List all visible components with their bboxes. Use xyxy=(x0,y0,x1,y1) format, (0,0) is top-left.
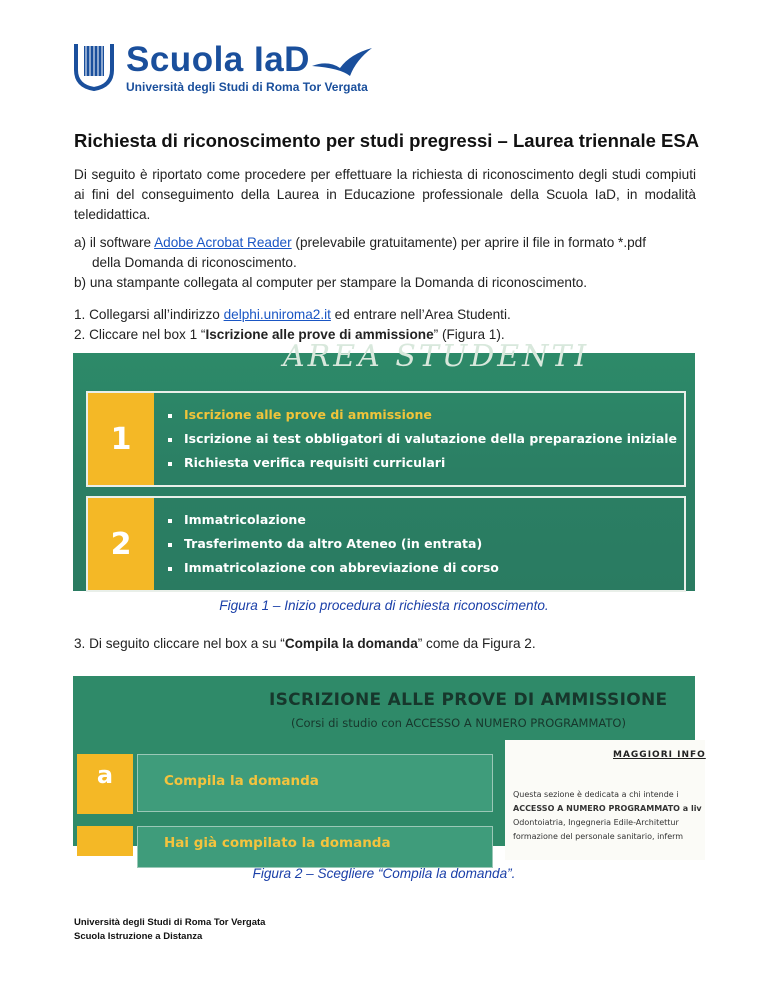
step-1-text1: 1. Collegarsi all’indirizzo xyxy=(74,307,224,322)
box-1-item-label: Iscrizione alle prove di ammissione xyxy=(184,407,432,422)
bird-icon xyxy=(310,46,374,80)
acrobat-reader-link[interactable]: Adobe Acrobat Reader xyxy=(154,235,292,250)
option-b-letter xyxy=(77,826,133,856)
req-b-text: una stampante collegata al computer per stampare la Domanda di riconoscimento. xyxy=(89,275,588,290)
figure-2-heading: ISCRIZIONE ALLE PROVE DI AMMISSIONE xyxy=(269,690,668,710)
info-line: ACCESSO A NUMERO PROGRAMMATO a liv xyxy=(513,804,702,813)
info-panel-title: MAGGIORI INFO xyxy=(613,750,706,760)
step-2-text1: 2. Cliccare nel box 1 “ xyxy=(74,327,206,342)
bullet-icon xyxy=(168,567,172,571)
box-1-item-label: Richiesta verifica requisiti curriculari xyxy=(184,455,446,470)
logo-brand: Scuola IaD xyxy=(126,40,310,79)
bullet-icon xyxy=(168,543,172,547)
req-b-prefix: b) xyxy=(74,275,87,290)
figure-2-screenshot xyxy=(73,676,706,851)
footer-school: Scuola Istruzione a Distanza xyxy=(74,931,203,942)
info-line: Odontoiatria, Ingegneria Edile-Architettur xyxy=(513,818,679,827)
compila-domanda-label: Compila la domanda xyxy=(164,773,319,789)
footer-university: Università degli Studi di Roma Tor Vergata xyxy=(74,917,266,928)
box-2-item[interactable] xyxy=(168,560,499,575)
bullet-icon xyxy=(168,438,172,442)
box-2-item[interactable] xyxy=(168,512,306,527)
info-line: Questa sezione è dedicata a chi intende i xyxy=(513,790,679,799)
box-2-number: 2 xyxy=(88,498,154,590)
step-3-text1: 3. Di seguito cliccare nel box a su “ xyxy=(74,636,285,651)
step-1 xyxy=(74,305,511,325)
box-2-item-label: Trasferimento da altro Ateneo (in entrata) xyxy=(184,536,483,551)
requirement-b xyxy=(74,273,587,293)
option-a-letter: a xyxy=(77,754,133,814)
domanda-compilata-label: Hai già compilato la domanda xyxy=(164,835,391,851)
intro-paragraph: Di seguito è riportato come procedere per effettuare la richiesta di riconoscimento degli studi compiuti ai fini del conseguimento della Laurea in Educazione professionale della Scuola IaD, in modalità teledidattica. xyxy=(74,167,696,222)
bullet-icon xyxy=(168,519,172,523)
step-2-text2: ” (Figura 1). xyxy=(433,327,505,342)
step-3-text2: ” come da Figura 2. xyxy=(417,636,536,651)
bullet-icon xyxy=(168,462,172,466)
step-1-text2: ed entrare nell’Area Studenti. xyxy=(330,307,511,322)
logo xyxy=(72,42,372,98)
req-a-text1: il software xyxy=(89,235,155,250)
req-a-text2: (prelevabile gratuitamente) per aprire il file in formato *.pdf xyxy=(291,235,647,250)
box-1-item-label: Iscrizione ai test obbligatori di valutazione della preparazione iniziale xyxy=(184,431,678,446)
info-line: formazione del personale sanitario, inferm xyxy=(513,832,684,841)
box-1-item[interactable] xyxy=(168,407,432,422)
box-1-number: 1 xyxy=(88,393,154,485)
figure-1-caption: Figura 1 – Inizio procedura di richiesta riconoscimento. xyxy=(219,598,549,613)
domanda-compilata-button[interactable] xyxy=(137,826,493,868)
req-a-text3: della Domanda di riconoscimento. xyxy=(92,255,297,270)
compila-domanda-button[interactable] xyxy=(137,754,493,812)
area-studenti-header: AREA STUDENTI xyxy=(283,339,590,374)
box-1[interactable] xyxy=(86,391,686,487)
figure-1-screenshot xyxy=(73,339,695,591)
delphi-link[interactable]: delphi.uniroma2.it xyxy=(223,307,331,322)
step-2-bold: Iscrizione alle prove di ammissione xyxy=(205,327,434,342)
figure-2-subheading: (Corsi di studio con ACCESSO A NUMERO PROGRAMMATO) xyxy=(291,716,626,730)
shield-logo-icon xyxy=(72,42,116,90)
info-panel xyxy=(505,740,705,860)
bullet-icon xyxy=(168,414,172,418)
figure-2-caption: Figura 2 – Scegliere “Compila la domanda”. xyxy=(252,866,516,881)
box-2[interactable] xyxy=(86,496,686,592)
req-a-prefix: a) xyxy=(74,235,87,250)
box-2-item-label: Immatricolazione con abbreviazione di corso xyxy=(184,560,499,575)
requirement-a xyxy=(74,233,646,253)
step-3-bold: Compila la domanda xyxy=(284,636,418,651)
page-title: Richiesta di riconoscimento per studi pregressi – Laurea triennale ESA xyxy=(74,130,700,151)
box-2-item[interactable] xyxy=(168,536,482,551)
logo-university: Università degli Studi di Roma Tor Vergata xyxy=(126,80,368,94)
box-2-item-label: Immatricolazione xyxy=(184,512,306,527)
box-1-item[interactable] xyxy=(168,431,677,446)
step-3 xyxy=(74,634,536,654)
box-1-item[interactable] xyxy=(168,455,445,470)
